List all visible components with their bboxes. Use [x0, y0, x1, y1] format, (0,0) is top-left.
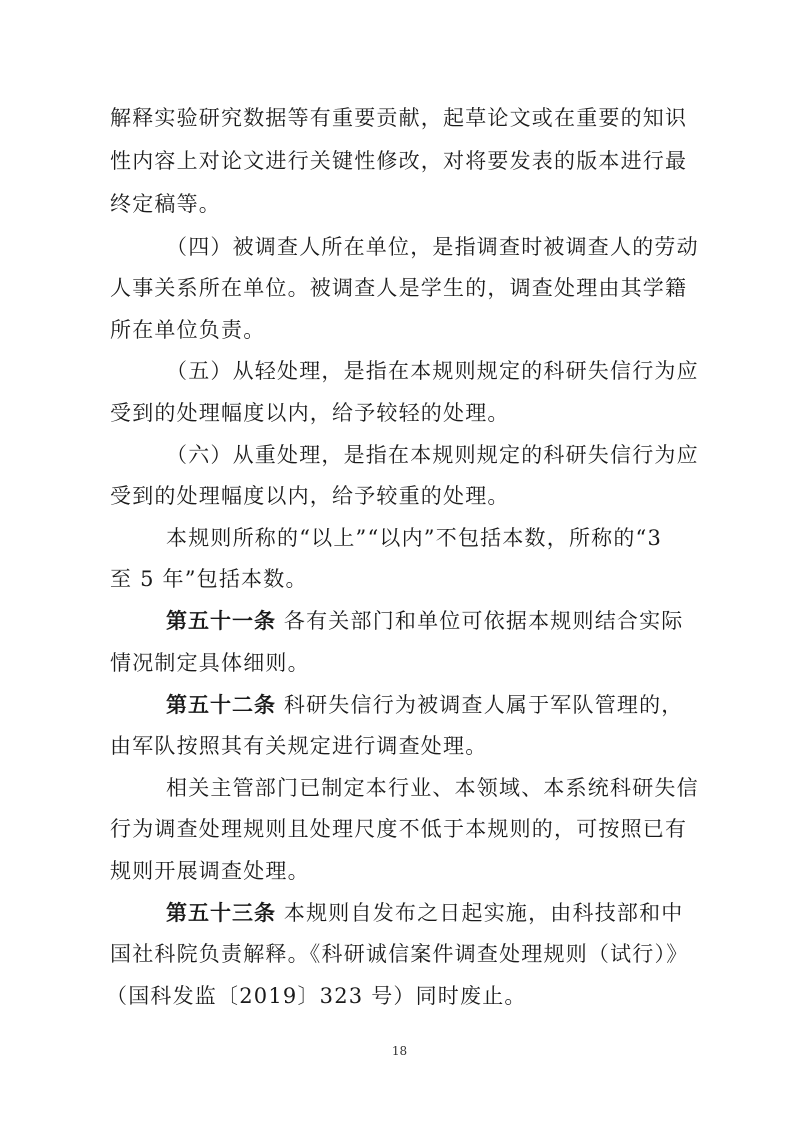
article-52-line: [166, 690, 684, 720]
body-line: 终定稿等。: [110, 192, 221, 216]
body-line: （国科发监〔2019〕323 号）同时废止。: [106, 984, 527, 1008]
body-line: 行为调查处理规则且处理尺度不低于本规则的，可按照已有: [110, 817, 688, 841]
body-line: 解释实验研究数据等有重要贡献，起草论文或在重要的知识: [110, 106, 688, 130]
body-line: 人事关系所在单位。被调查人是学生的，调查处理由其学籍: [110, 276, 688, 300]
body-line: 国社科院负责解释。《科研诚信案件调查处理规则（试行）》: [110, 942, 689, 966]
article-51-text: 各有关部门和单位可依据本规则结合实际: [283, 609, 684, 633]
article-52-text: 科研失信行为被调查人属于军队管理的，: [283, 693, 684, 717]
article-51-heading: 第五十一条: [166, 609, 276, 633]
article-53-heading: 第五十三条: [166, 901, 276, 925]
body-line: 相关主管部门已制定本行业、本领域、本系统科研失信: [166, 776, 699, 800]
body-line: （四）被调查人所在单位，是指调查时被调查人的劳动: [166, 235, 699, 259]
page-number: 18: [391, 1044, 408, 1058]
article-53-text: 本规则自发布之日起实施，由科技部和中: [283, 901, 684, 925]
body-line: 规则开展调查处理。: [110, 859, 310, 883]
body-line: 由军队按照其有关规定进行调查处理。: [110, 734, 488, 758]
body-line: （五）从轻处理，是指在本规则规定的科研失信行为应: [166, 359, 699, 383]
body-line: （六）从重处理，是指在本规则规定的科研失信行为应: [166, 443, 699, 467]
body-line: 受到的处理幅度以内，给予较重的处理。: [110, 484, 510, 508]
article-51-line: [166, 606, 684, 636]
article-53-line: [166, 898, 684, 928]
body-line: 本规则所称的“以上”“以内”不包括本数，所称的“3: [166, 526, 663, 550]
body-line: 情况制定具体细则。: [110, 651, 310, 675]
body-line: 所在单位负责。: [110, 318, 266, 342]
body-line: 性内容上对论文进行关键性修改，对将要发表的版本进行最: [110, 149, 688, 173]
article-52-heading: 第五十二条: [166, 693, 276, 717]
body-line: 至 5 年”包括本数。: [110, 567, 308, 591]
body-line: 受到的处理幅度以内，给予较轻的处理。: [110, 401, 510, 425]
